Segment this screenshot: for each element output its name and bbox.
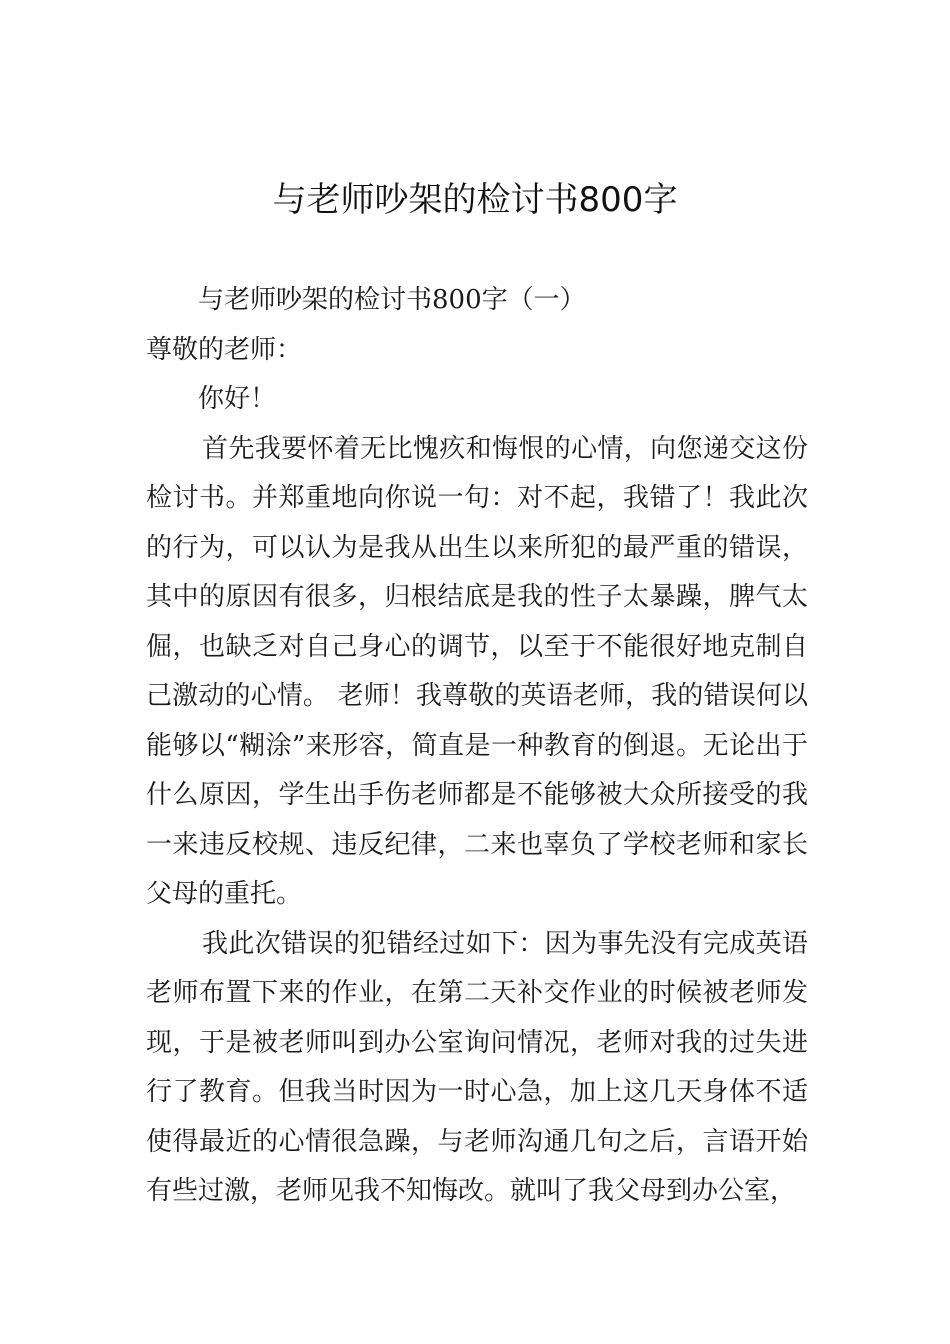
document-title: 与老师吵架的检讨书800字 <box>272 180 678 220</box>
body-paragraph: 我此次错误的犯错经过如下：因为事先没有完成英语老师布置下来的作业，在第二天补交作业的时候被老师发现，于是被老师叫到办公室询问情况，老师对我的过失进行了教育。但我当时因为一时心急，加上这几天身体不适使得最近的心情很急躁，与老师沟通几句之后，言语开始有些过激，老师见我不知悔改。就叫了我父母到办公室， <box>146 928 808 1206</box>
salutation: 尊敬的老师： <box>146 334 303 365</box>
document-body <box>146 276 808 1217</box>
greeting: 你好！ <box>198 384 277 414</box>
body-paragraph: 首先我要怀着无比愧疚和悔恨的心情，向您递交这份检讨书。并郑重地向你说一句：对不起，我错了！我此次的行为，可以认为是我从出生以来所犯的最严重的错误，其中的原因有很多，归根结底是我的性子太暴躁，脾气太倔，也缺乏对自己身心的调节，以至于不能很好地克制自己激动的心情。 老师！我尊敬的英语老师，我的错误何以能够以“糊涂”来形容，简直是一种教育的倒退。无论出于什么原因，学生出手伤老师都是不能够被大众所接受的我一来违反校规、违反纪律，二来也辜负了学校老师和家长父母的重托。 <box>146 433 808 909</box>
section-subtitle: 与老师吵架的检讨书800字（一） <box>198 285 586 315</box>
